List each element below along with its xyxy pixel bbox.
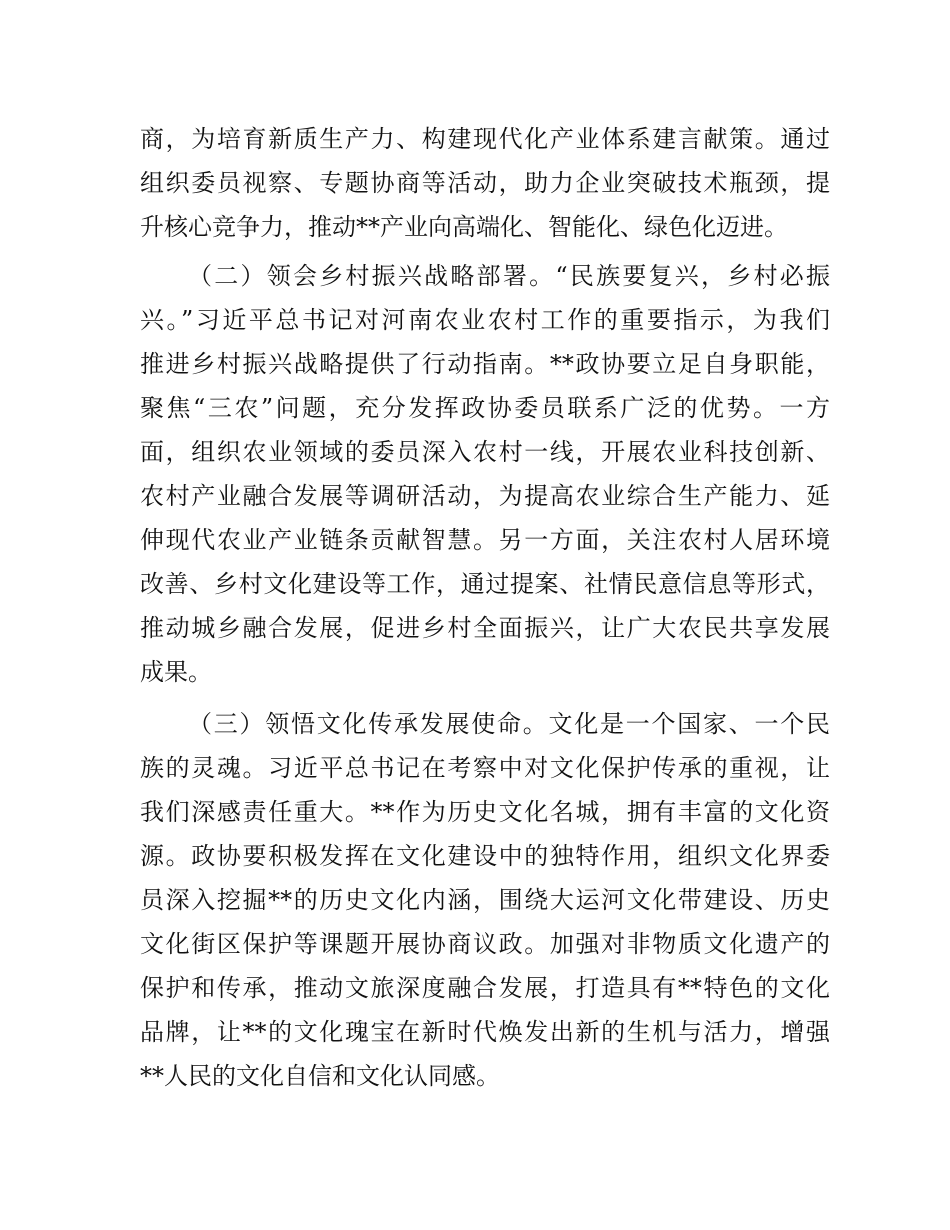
text-line: 族的灵魂。习近平总书记在考察中对文化保护传承的重视，让 bbox=[140, 754, 830, 782]
paragraph-industry-continuation bbox=[140, 117, 830, 249]
text-line: 升核心竞争力，推动**产业向高端化、智能化、绿色化迈进。 bbox=[140, 213, 788, 241]
text-line: （三）领悟文化传承发展使命。文化是一个国家、一个民 bbox=[188, 710, 830, 738]
text-line: 伸现代农业产业链条贡献智慧。另一方面，关注农村人居环境 bbox=[140, 526, 830, 554]
text-line: 成果。 bbox=[140, 658, 212, 686]
text-line: 源。政协要积极发挥在文化建设中的独特作用，组织文化界委 bbox=[140, 842, 830, 870]
text-line: 组织委员视察、专题协商等活动，助力企业突破技术瓶颈，提 bbox=[140, 169, 830, 197]
text-line: 兴。”习近平总书记对河南农业农村工作的重要指示，为我们 bbox=[140, 306, 830, 334]
text-line: 面，组织农业领域的委员深入农村一线，开展农业科技创新、 bbox=[140, 438, 830, 466]
text-line: 推进乡村振兴战略提供了行动指南。**政协要立足自身职能， bbox=[140, 350, 830, 378]
text-line: 推动城乡融合发展，促进乡村全面振兴，让广大农民共享发展 bbox=[140, 614, 830, 642]
text-line: 聚焦“三农”问题，充分发挥政协委员联系广泛的优势。一方 bbox=[140, 394, 830, 422]
text-line: **人民的文化自信和文化认同感。 bbox=[140, 1062, 500, 1090]
text-line: 我们深感责任重大。**作为历史文化名城，拥有丰富的文化资 bbox=[140, 798, 830, 826]
text-line: 文化街区保护等课题开展协商议政。加强对非物质文化遗产的 bbox=[140, 930, 830, 958]
text-line: 员深入挖掘**的历史文化内涵，围绕大运河文化带建设、历史 bbox=[140, 886, 830, 914]
text-line: 保护和传承，推动文旅深度融合发展，打造具有**特色的文化 bbox=[140, 974, 830, 1002]
text-line: 商，为培育新质生产力、构建现代化产业体系建言献策。通过 bbox=[140, 125, 830, 153]
paragraph-rural-revitalization bbox=[140, 254, 830, 694]
text-line: 品牌，让**的文化瑰宝在新时代焕发出新的生机与活力，增强 bbox=[140, 1018, 830, 1046]
text-line: 农村产业融合发展等调研活动，为提高农业综合生产能力、延 bbox=[140, 482, 830, 510]
text-line: （二）领会乡村振兴战略部署。“民族要复兴，乡村必振 bbox=[188, 262, 830, 290]
paragraph-cultural-heritage bbox=[140, 702, 830, 1098]
text-line: 改善、乡村文化建设等工作，通过提案、社情民意信息等形式， bbox=[140, 570, 830, 598]
